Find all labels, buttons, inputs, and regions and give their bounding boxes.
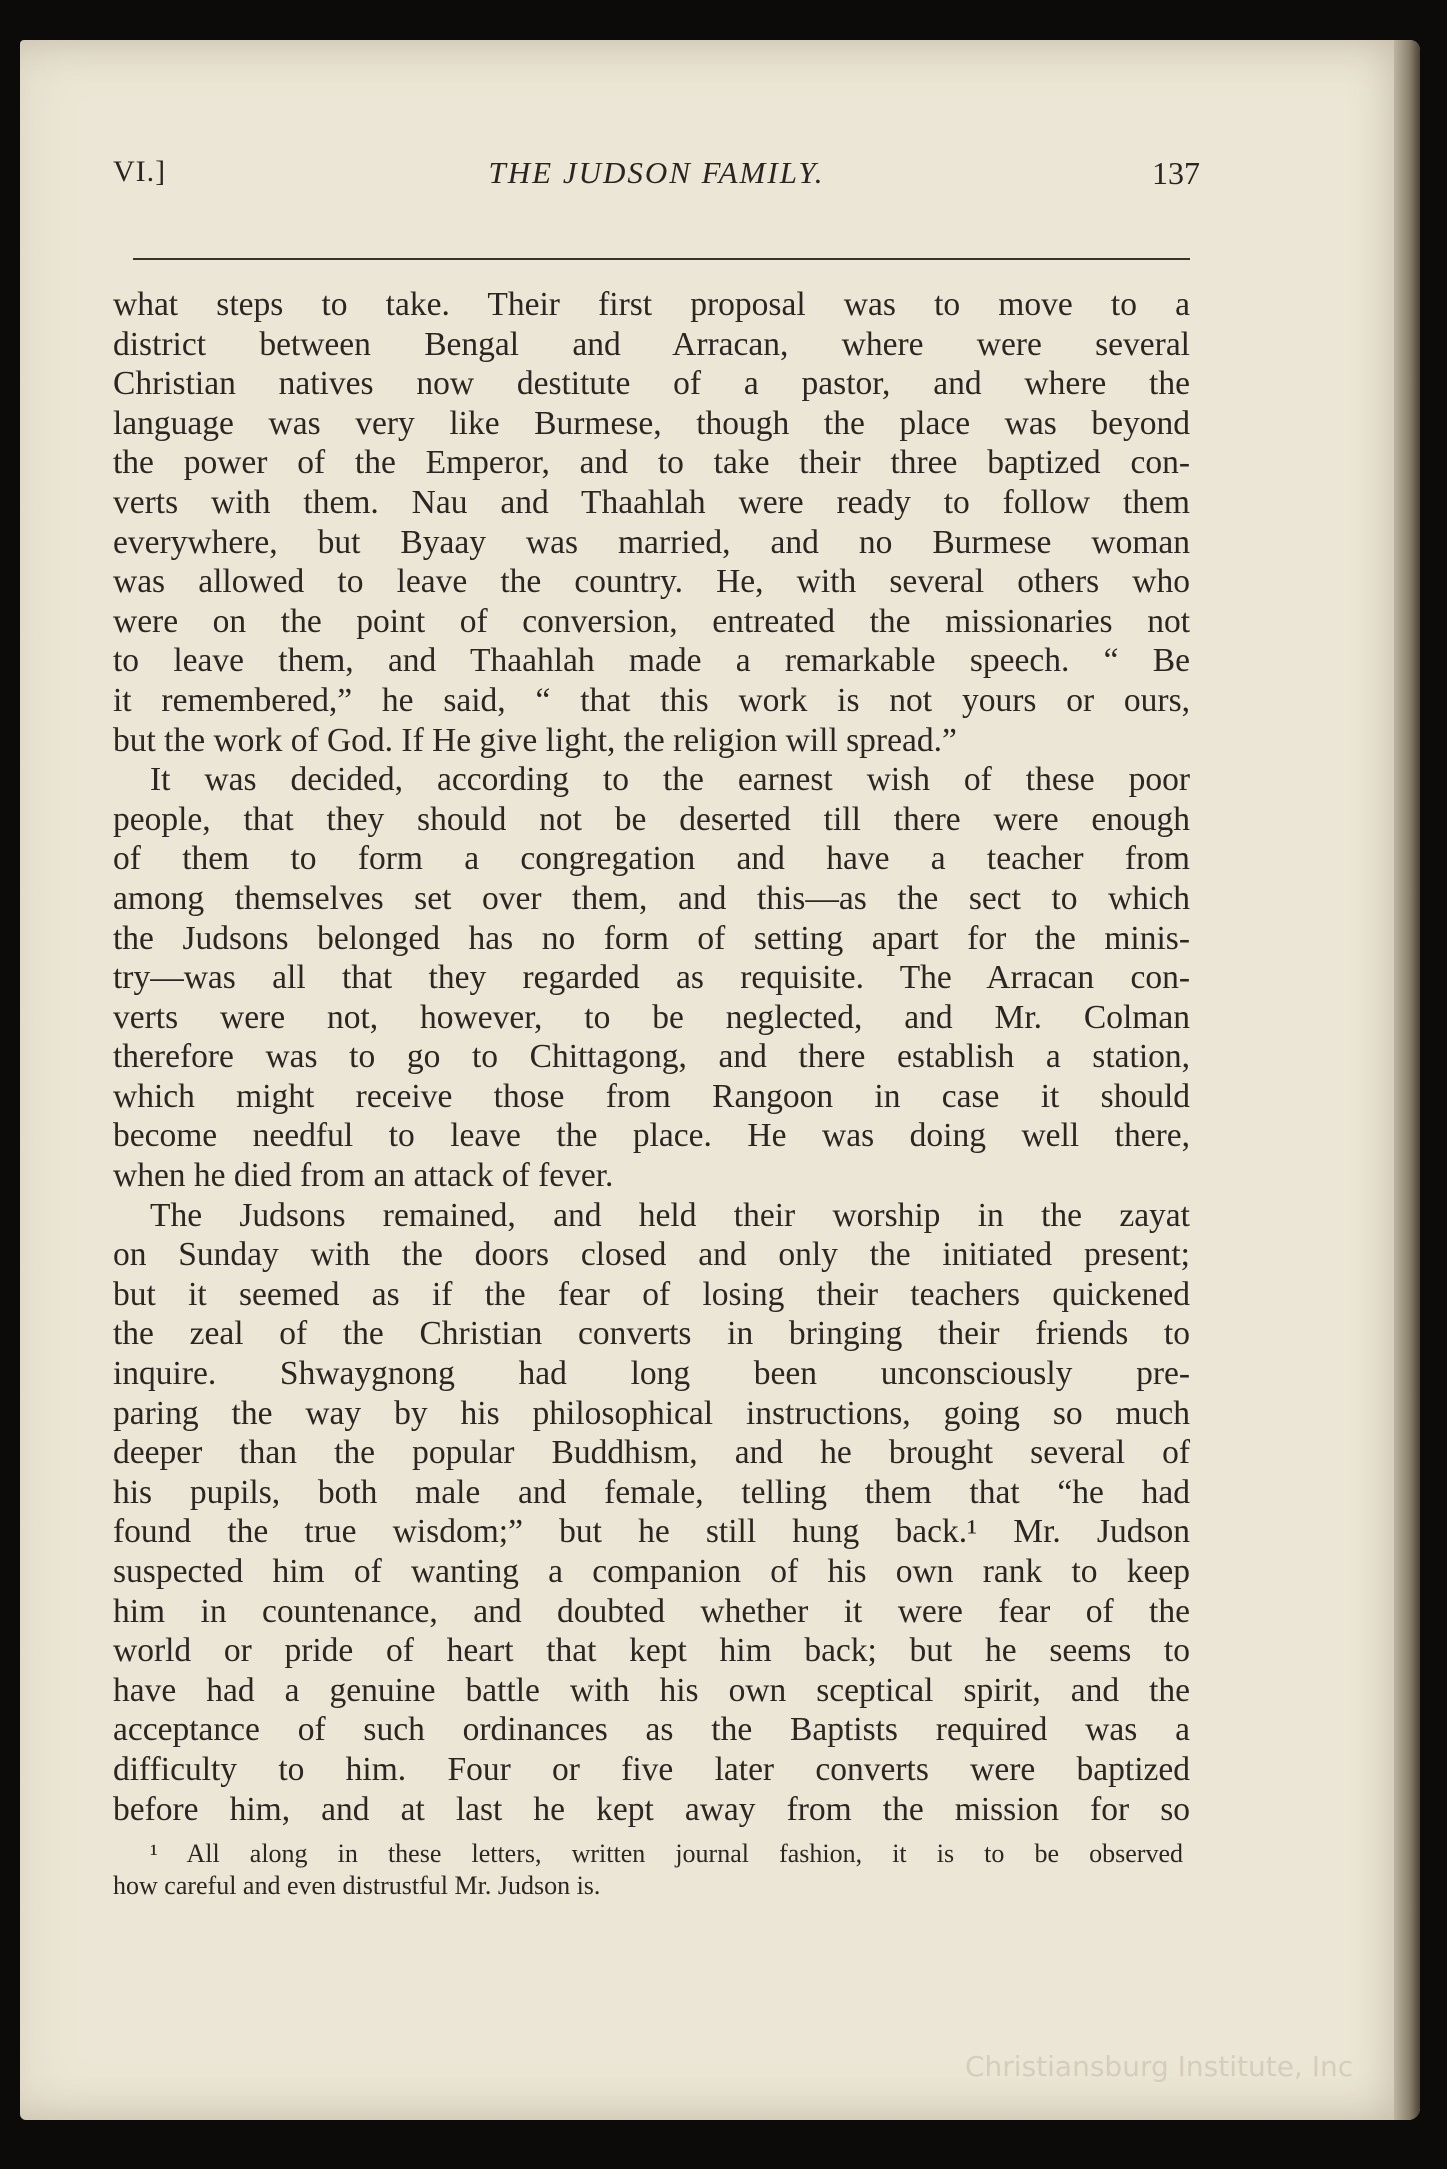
text-line: people, that they should not be deserted till there were enough (113, 800, 1190, 838)
text-line: difficulty to him. Four or five later converts were baptized (113, 1750, 1190, 1788)
text-line: when he died from an attack of fever. (113, 1157, 614, 1195)
text-line: deeper than the popular Buddhism, and he brought several of (113, 1434, 1190, 1472)
text-line: have had a genuine battle with his own sceptical spirit, and the (113, 1671, 1190, 1709)
text-line: his pupils, both male and female, telling them that “he had (113, 1473, 1190, 1511)
text-line: language was very like Burmese, though the place was beyond (113, 404, 1190, 442)
text-line: It was decided, according to the earnest wish of these poor (150, 761, 1190, 799)
text-line: The Judsons remained, and held their worship in the zayat (150, 1196, 1190, 1234)
text-line: verts with them. Nau and Thaahlah were ready to follow them (113, 483, 1190, 521)
text-line: which might receive those from Rangoon in case it should (113, 1077, 1190, 1115)
body-text (113, 285, 1190, 1829)
header-rule (133, 258, 1190, 260)
footnote (113, 1838, 1183, 1902)
footnote-line: ¹ All along in these letters, written journal fashion, it is to be observed (150, 1839, 1183, 1868)
page-number: 137 (1152, 155, 1200, 191)
text-line: therefore was to go to Chittagong, and there establish a station, (113, 1038, 1190, 1076)
text-line: world or pride of heart that kept him back; but he seems to (113, 1632, 1190, 1670)
text-line: district between Bengal and Arracan, where were several (113, 325, 1190, 363)
text-line: to leave them, and Thaahlah made a remarkable speech. “ Be (113, 642, 1190, 680)
text-line: become needful to leave the place. He was doing well there, (113, 1117, 1190, 1155)
text-line: him in countenance, and doubted whether it were fear of the (113, 1592, 1190, 1630)
text-line: on Sunday with the doors closed and only the initiated present; (113, 1236, 1190, 1274)
text-line: suspected him of wanting a companion of his own rank to keep (113, 1553, 1190, 1590)
footnote-line: how careful and even distrustful Mr. Judson is. (113, 1871, 601, 1900)
text-line: was allowed to leave the country. He, with several others who (113, 563, 1190, 601)
text-line: were on the point of conversion, entreated the missionaries not (113, 602, 1190, 640)
text-line: the Judsons belonged has no form of setting apart for the minis- (113, 919, 1190, 957)
text-line: paring the way by his philosophical instructions, going so much (113, 1394, 1190, 1432)
text-line: it remembered,” he said, “ that this work is not yours or ours, (113, 681, 1190, 719)
text-line: try—was all that they regarded as requisite. The Arracan con- (113, 959, 1190, 997)
running-title: THE JUDSON FAMILY. (488, 155, 825, 190)
watermark-text: Christiansburg Institute, Inc (965, 2050, 1354, 2083)
text-line: verts were not, however, to be neglected, and Mr. Colman (113, 998, 1190, 1036)
text-line: everywhere, but Byaay was married, and no Burmese woman (113, 523, 1190, 561)
text-line: acceptance of such ordinances as the Baptists required was a (113, 1711, 1190, 1749)
text-line: among themselves set over them, and this—as the sect to which (113, 879, 1190, 917)
text-line: but it seemed as if the fear of losing their teachers quickened (113, 1275, 1190, 1313)
text-line: of them to form a congregation and have a teacher from (113, 840, 1190, 878)
text-line: inquire. Shwaygnong had long been unconsciously pre- (113, 1355, 1190, 1393)
text-line: what steps to take. Their first proposal was to move to a (113, 286, 1190, 323)
chapter-marker: VI.] (113, 155, 167, 188)
text-line: Christian natives now destitute of a pastor, and where the (113, 365, 1190, 403)
text-line: found the true wisdom;” but he still hung back.¹ Mr. Judson (113, 1513, 1190, 1551)
text-line: the zeal of the Christian converts in bringing their friends to (113, 1315, 1190, 1353)
running-header (113, 155, 1200, 215)
text-line: the power of the Emperor, and to take their three baptized con- (113, 444, 1190, 482)
page-edge (1394, 40, 1420, 2120)
text-line: before him, and at last he kept away from the mission for so (113, 1790, 1190, 1828)
text-line: but the work of God. If He give light, the religion will spread.” (113, 721, 957, 759)
